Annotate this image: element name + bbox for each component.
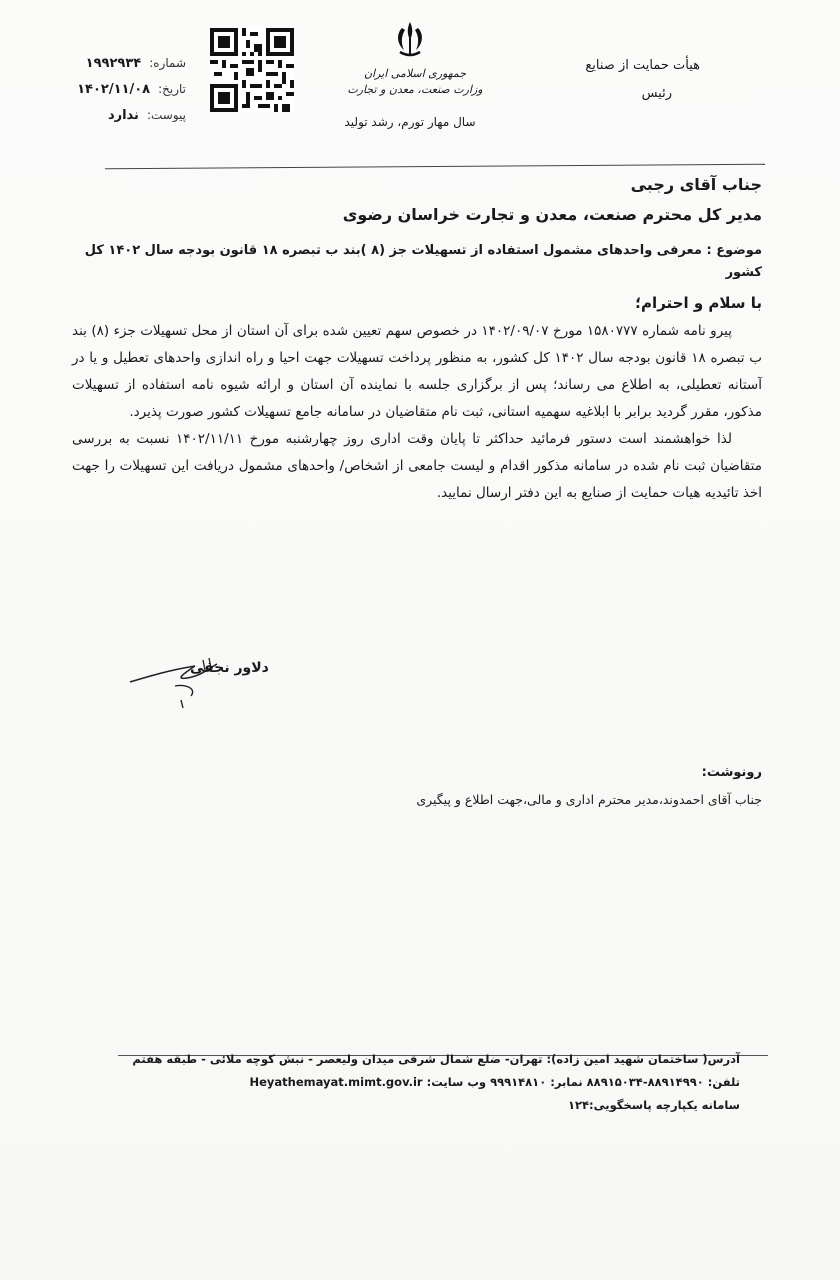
year-slogan: سال مهار تورم، رشد تولید	[344, 115, 476, 129]
footer-phones-row	[120, 1071, 740, 1094]
sender-position: رئیس	[641, 86, 672, 101]
date-value: ۱۴۰۲/۱۱/۰۸	[77, 81, 151, 97]
letter-body	[72, 318, 762, 507]
number-value: ۱۹۹۲۹۳۴	[85, 55, 142, 71]
greeting: با سلام و احترام؛	[635, 294, 762, 312]
ministry-line-2: وزارت صنعت، معدن و تجارت	[347, 83, 483, 96]
letter-attachment	[66, 102, 186, 128]
letter-subject: موضوع : معرفی واحدهای مشمول استفاده از تسهیلات جز (۸ )بند ب تبصره ۱۸ قانون بودجه سال ۱۴۰۲ کل کشور	[84, 243, 762, 280]
letterhead-sender	[585, 52, 700, 108]
qr-code-icon	[210, 28, 294, 112]
body-paragraph-1: پیرو نامه شماره ۱۵۸۰۷۷۷ مورخ ۱۴۰۲/۰۹/۰۷ در خصوص سهم تعیین شده برای آن استان از محل تسهیلات جزء (۸) بند ب تبصره ۱۸ قانون بودجه سال ۱۴۰۲ کل کشور، به منظور پرداخت تسهیلات جهت احیا و راه اندازی واحدهای تعطیل و یا در آستانه تعطیلی، به اطلاع می رساند؛ پس از برگزاری جلسه با نماینده آن استان و ارائه شیوه نامه استفاده از تسهیلات مذکور، مقرر گردید برابر با ابلاغیه سهمیه استانی، ثبت نام متقاضیان در سامانه جامع تسهیلات کشور صورت پذیرد.	[72, 323, 762, 420]
letter-number	[66, 50, 186, 76]
letter-meta	[66, 50, 186, 128]
header-divider	[105, 164, 765, 170]
footer-hotline: سامانه یکپارچه پاسخگویی:۱۲۴	[567, 1098, 740, 1112]
attachment-value: ندارد	[107, 107, 139, 123]
recipient-title: مدیر کل محترم صنعت، معدن و تجارت خراسان رضوی	[342, 205, 762, 224]
letter-date	[66, 76, 186, 102]
letter-footer	[120, 1048, 740, 1117]
body-paragraph-2: لذا خواهشمند است دستور فرمائید حداکثر تا پایان وقت اداری روز چهارشنبه مورخ ۱۴۰۲/۱۱/۱۱ نسبت به بررسی متقاضیان ثبت نام شده در سامانه مذکور اقدام و لیست جامعی از اشخاص/ واحدهای مشمول دریافت این تسهیلات را جهت اخذ تائیدیه هیات حمایت از صنایع به این دفتر ارسال نمایید.	[72, 431, 762, 501]
number-label: شماره:	[149, 56, 186, 70]
attachment-label: پیوست:	[146, 108, 186, 122]
footer-address: آدرس( ساختمان شهید امین زاده): تهران- ضلع شمال شرقی میدان ولیعصر - نبش کوچه ملائی - طبقه هفتم	[132, 1052, 740, 1066]
footer-phones: تلفن: ۸۸۹۱۴۹۹۰-۸۸۹۱۵۰۳۴ نمابر: ۹۹۹۱۴۸۱۰ وب سایت:	[426, 1075, 740, 1089]
ministry-line-1: جمهوری اسلامی ایران	[363, 67, 467, 80]
iran-emblem-icon	[388, 18, 432, 62]
board-name: هیأت حمایت از صنایع	[585, 58, 700, 73]
ministry-name	[340, 66, 490, 98]
date-label: تاریخ:	[158, 82, 186, 96]
signatory-name: دلاور نجفی	[190, 660, 269, 676]
cc-recipient: جناب آقای احمدوند،مدیر محترم اداری و مالی،جهت اطلاع و پیگیری	[416, 792, 762, 807]
footer-website[interactable]: Heyathemayat.mimt.gov.ir	[249, 1075, 423, 1089]
recipient-name: جناب آقای رجبی	[630, 175, 762, 194]
cc-heading: رونوشت:	[701, 765, 762, 780]
